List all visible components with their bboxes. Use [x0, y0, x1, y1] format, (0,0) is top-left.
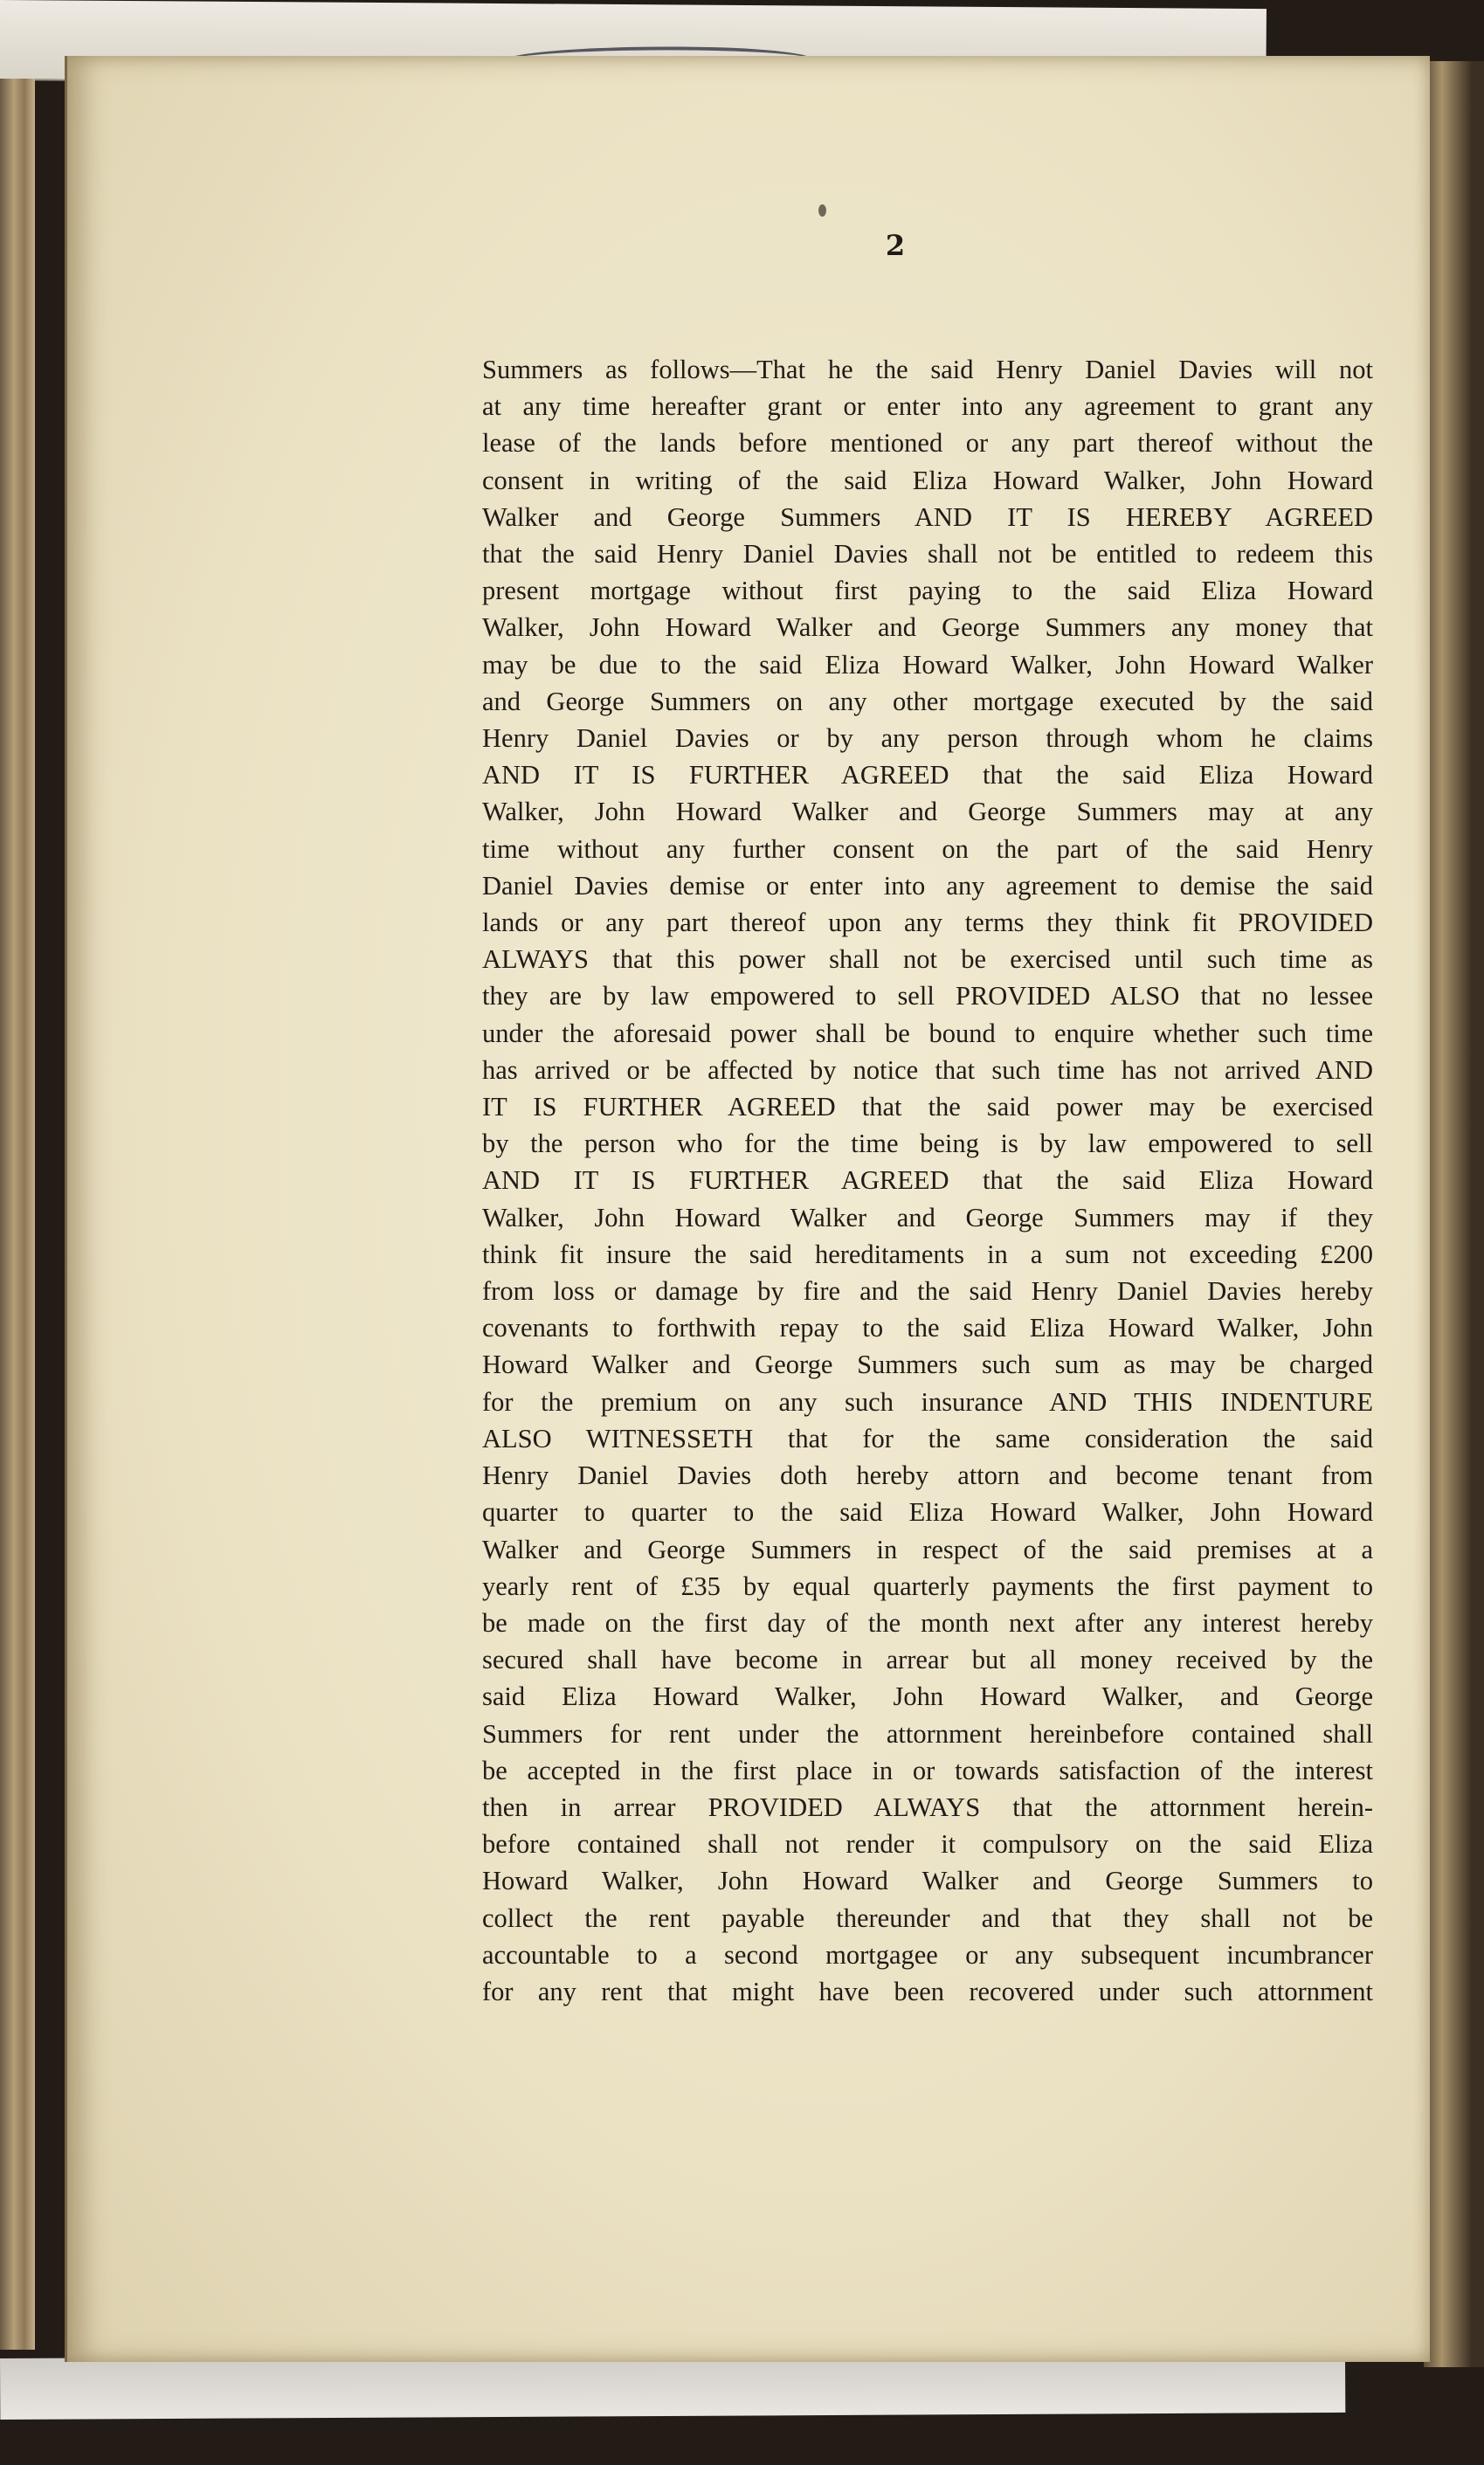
text-line: Summers for rent under the attornment hereinbefore contained shall	[482, 1718, 1373, 1749]
text-line: from loss or damage by fire and the said Henry Daniel Davies hereby	[482, 1276, 1373, 1307]
text-line: and George Summers on any other mortgage executed by the said	[482, 686, 1373, 716]
text-line: accountable to a second mortgagee or any subsequent incumbrancer	[482, 1939, 1373, 1970]
text-line: that the said Henry Daniel Davies shall not be entitled to redeem this	[482, 539, 1373, 570]
text-line: before contained shall not render it compulsory on the said Eliza	[482, 1829, 1373, 1860]
text-line: time without any further consent on the part of the said Henry	[482, 833, 1373, 864]
text-line: they are by law empowered to sell PROVIDED ALSO that no lessee	[482, 981, 1373, 1012]
text-line: lease of the lands before mentioned or any part thereof without the	[482, 428, 1373, 459]
text-line: consent in writing of the said Eliza Howard Walker, John Howard	[482, 465, 1373, 495]
text-line: be made on the first day of the month next after any interest hereby	[482, 1607, 1373, 1638]
text-line: Henry Daniel Davies doth hereby attorn and become tenant from	[482, 1460, 1373, 1491]
text-line: then in arrear PROVIDED ALWAYS that the attornment herein-	[482, 1792, 1373, 1822]
text-line: Walker and George Summers in respect of the said premises at a	[482, 1534, 1373, 1564]
text-line: yearly rent of £35 by equal quarterly payments the first payment to	[482, 1571, 1373, 1601]
text-line: has arrived or be affected by notice that such time has not arrived AND	[482, 1054, 1373, 1085]
text-line: at any time hereafter grant or enter into any agreement to grant any	[482, 391, 1373, 422]
page-stack-right-edge	[1424, 61, 1484, 2367]
page-number: 2	[885, 229, 906, 262]
text-line: for the premium on any such insurance AND THIS INDENTURE	[482, 1386, 1373, 1417]
text-line: under the aforesaid power shall be bound to enquire whether such time	[482, 1018, 1373, 1048]
text-line: may be due to the said Eliza Howard Walker, John Howard Walker	[482, 649, 1373, 680]
text-line: Howard Walker, John Howard Walker and George Summers to	[482, 1866, 1373, 1896]
text-line: Summers as follows—That he the said Henry Daniel Davies will not	[482, 355, 1373, 384]
text-line: AND IT IS FURTHER AGREED that the said Eliza Howard	[482, 1165, 1373, 1196]
text-line: for any rent that might have been recovered under such attornment	[482, 1976, 1373, 2006]
text-line: Walker, John Howard Walker and George Summers any money that	[482, 612, 1373, 643]
ink-speck	[818, 204, 826, 217]
text-line: Daniel Davies demise or enter into any agreement to demise the said	[482, 870, 1373, 901]
text-line: Walker, John Howard Walker and George Summers may if they	[482, 1202, 1373, 1232]
text-line: Henry Daniel Davies or by any person through whom he claims	[482, 723, 1373, 754]
text-line: ALSO WITNESSETH that for the same consideration the said	[482, 1423, 1373, 1453]
text-line: ALWAYS that this power shall not be exercised until such time as	[482, 944, 1373, 975]
page-stack-left-edge	[0, 79, 35, 2350]
deed-body-text	[482, 351, 1373, 2010]
text-line: said Eliza Howard Walker, John Howard Walker, and George	[482, 1681, 1373, 1712]
text-line: be accepted in the first place in or towards satisfaction of the interest	[482, 1755, 1373, 1785]
text-line: collect the rent payable thereunder and that they shall not be	[482, 1902, 1373, 1933]
text-line: Walker, John Howard Walker and George Summers may at any	[482, 797, 1373, 827]
text-line: covenants to forthwith repay to the said Eliza Howard Walker, John	[482, 1313, 1373, 1343]
text-line: Howard Walker and George Summers such sum as may be charged	[482, 1350, 1373, 1380]
text-line: lands or any part thereof upon any terms they think fit PROVIDED	[482, 908, 1373, 938]
text-line: secured shall have become in arrear but all money received by the	[482, 1645, 1373, 1675]
text-line: IT IS FURTHER AGREED that the said power may be exercised	[482, 1092, 1373, 1122]
text-line: Walker and George Summers AND IT IS HEREBY AGREED	[482, 501, 1373, 532]
text-line: quarter to quarter to the said Eliza Howard Walker, John Howard	[482, 1497, 1373, 1528]
text-line: AND IT IS FURTHER AGREED that the said Eliza Howard	[482, 760, 1373, 791]
text-line: present mortgage without first paying to the said Eliza Howard	[482, 576, 1373, 606]
text-line: think fit insure the said hereditaments in a sum not exceeding £200	[482, 1239, 1373, 1269]
text-line: by the person who for the time being is by law empowered to sell	[482, 1129, 1373, 1159]
